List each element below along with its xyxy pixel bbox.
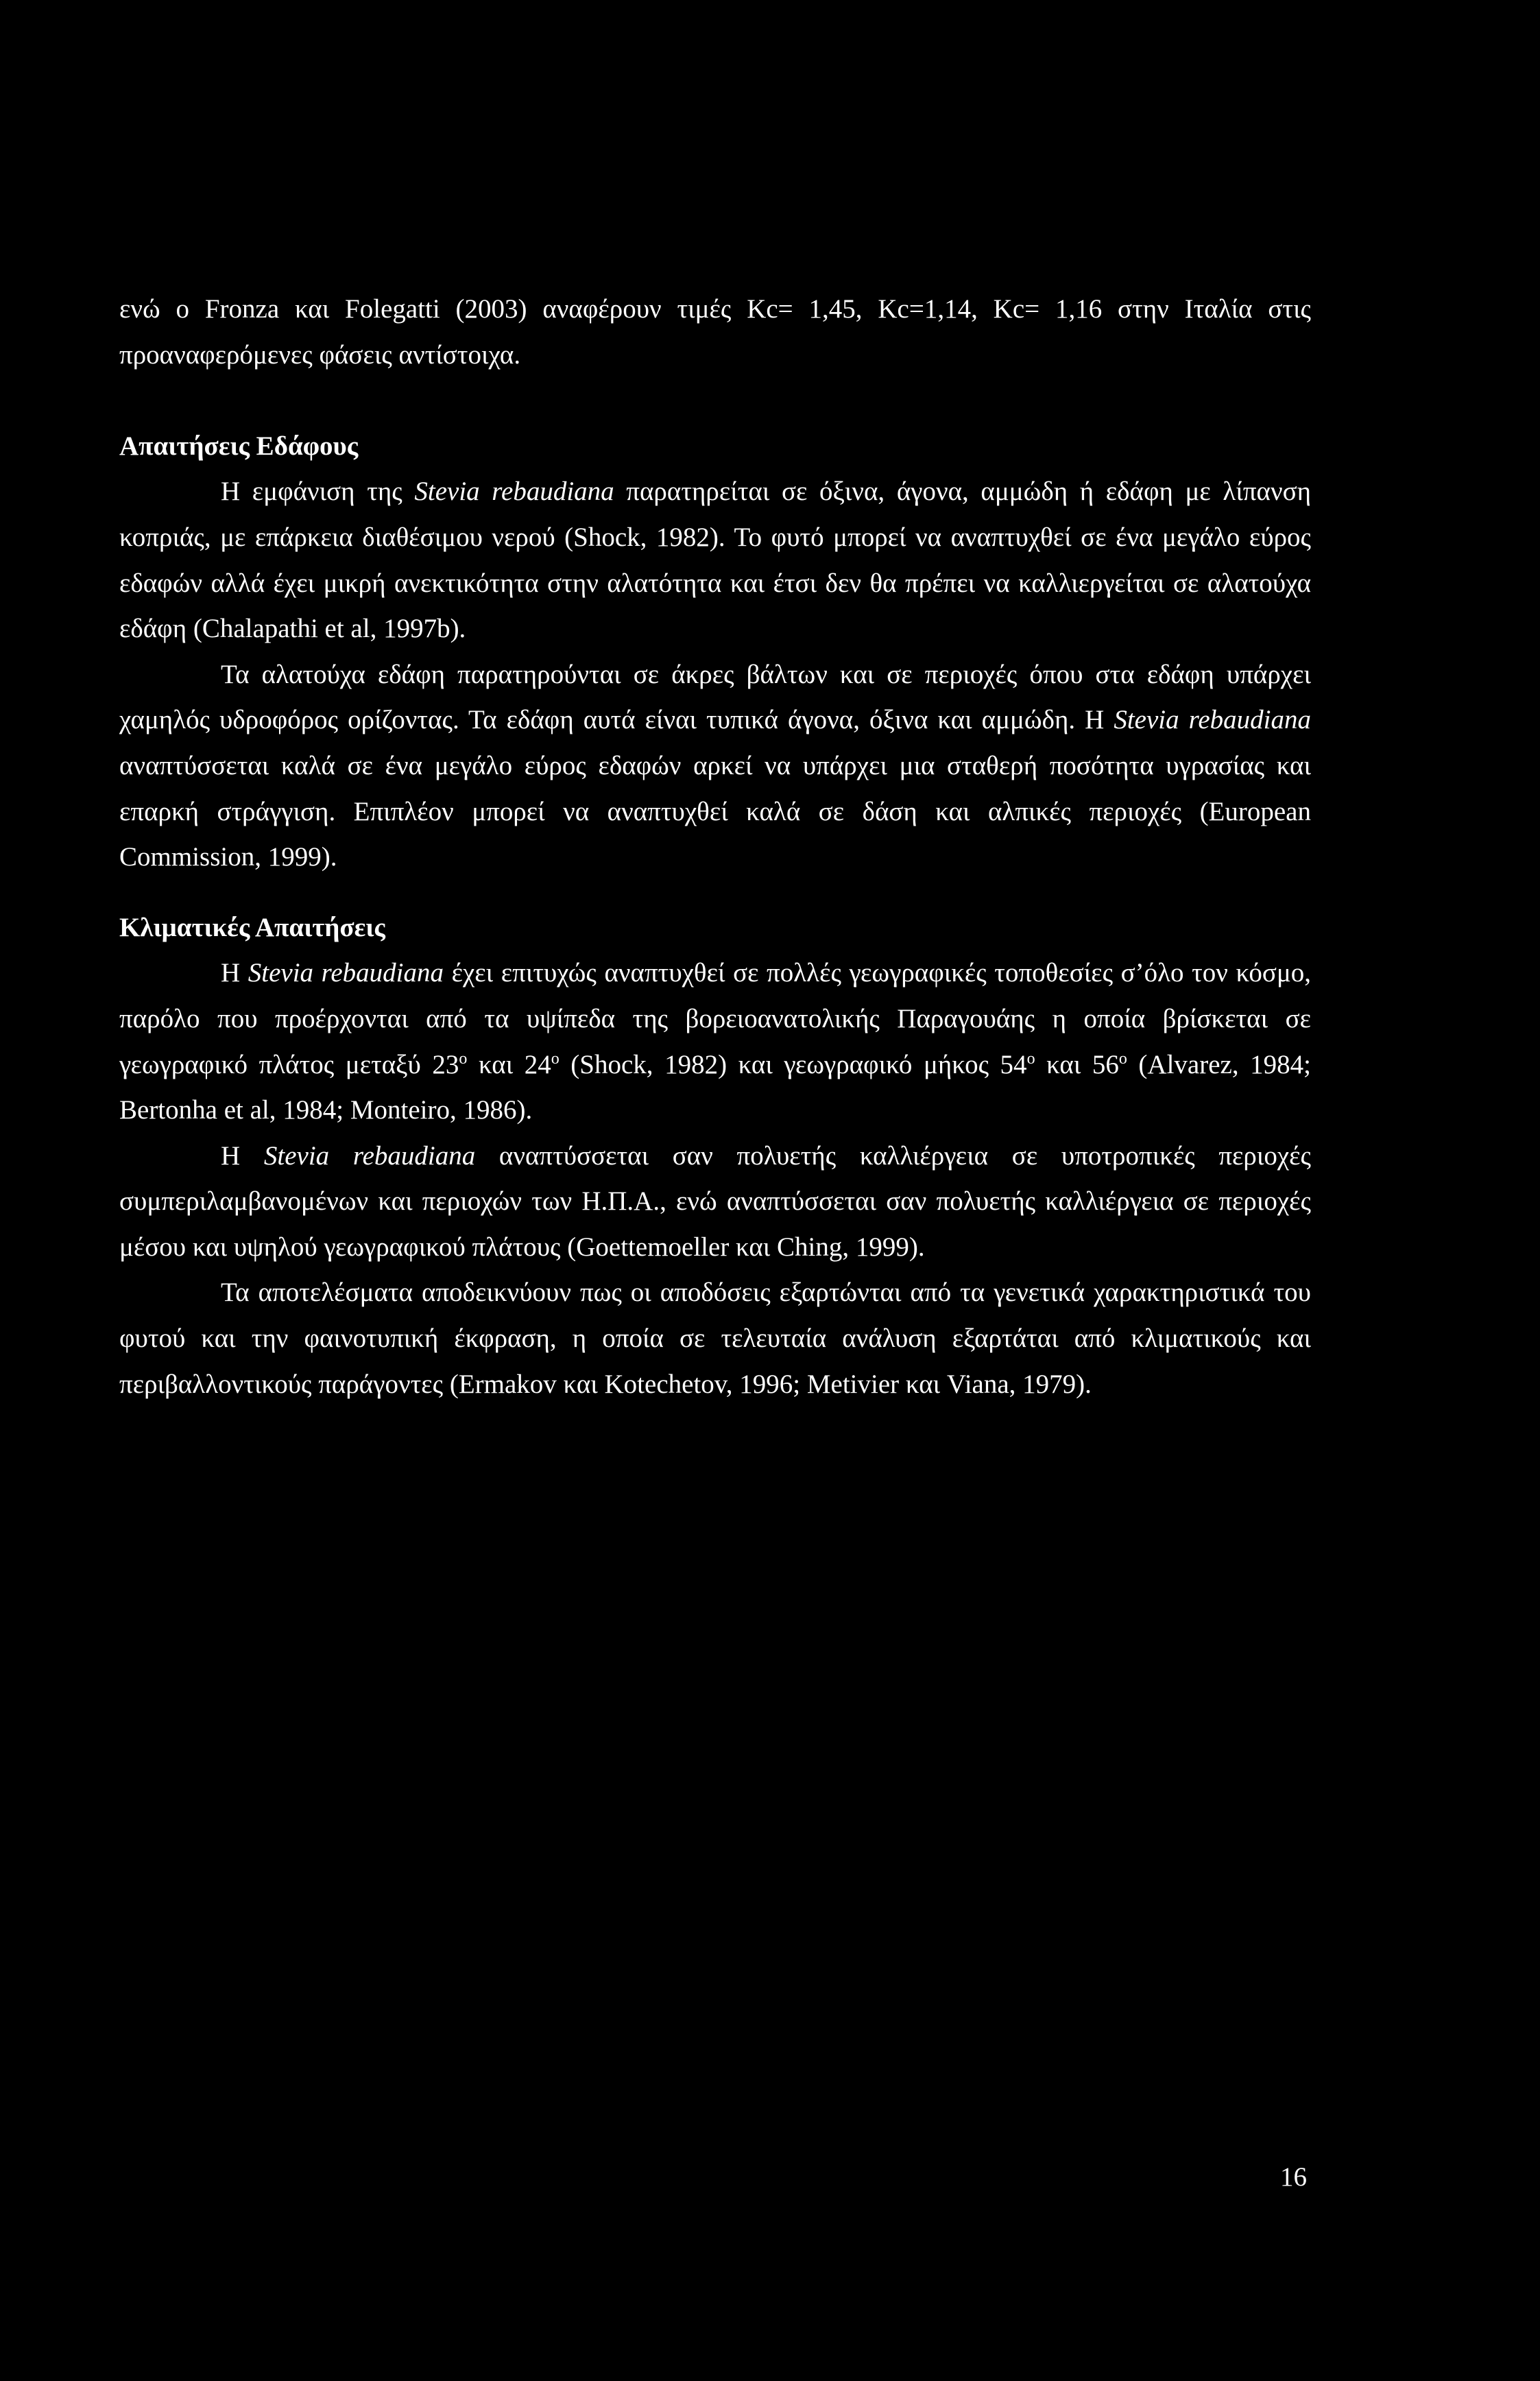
text-run: Η — [221, 958, 248, 988]
text-run: Τα αλατούχα εδάφη παρατηρούνται σε άκρες βάλτων και σε περιοχές όπου στα εδάφη υπάρχει χαμηλός υδροφόρος ορίζοντας. Τα εδάφη αυτά είναι τυπικά άγονα, όξινα και αμμώδη. Η — [119, 659, 1311, 735]
body-text — [119, 287, 1311, 1407]
climate-paragraph-2 — [119, 1134, 1311, 1271]
species-name: Stevia rebaudiana — [248, 958, 444, 988]
text-run: και 24 — [467, 1049, 551, 1079]
soil-paragraph-1 — [119, 469, 1311, 651]
text-run: Η εμφάνιση της — [221, 477, 415, 507]
spacer — [119, 881, 1311, 905]
text-run: (Alvarez, 1984; Bertonha et al, 1984; Monteiro, 1986). — [119, 1049, 1311, 1125]
text-run: αναπτύσσεται σαν πολυετής καλλιέργεια σε υποτροπικές περιοχές συμπεριλαμβανομένων και περιοχών των Η.Π.Α., ενώ αναπτύσσεται σαν πολυετής καλλιέργεια σε περιοχές μέσου και υψηλού γεωγραφικού πλάτους (Goettemoeller και Ching, 1999). — [119, 1140, 1312, 1262]
spacer — [119, 378, 1311, 424]
species-name: Stevia rebaudiana — [1114, 705, 1311, 735]
climate-paragraph-1 — [119, 950, 1311, 1133]
text-run: αναπτύσσεται καλά σε ένα μεγάλο εύρος εδαφών αρκεί να υπάρχει μια σταθερή ποσότητα υγρασίας και επαρκή στράγγιση. Επιπλέον μπορεί να αναπτυχθεί καλά σε δάση και αλπικές περιοχές (European Commission, 1999). — [119, 750, 1311, 872]
species-name: Stevia rebaudiana — [263, 1140, 476, 1171]
climate-paragraph-3: Τα αποτελέσματα αποδεικνύουν πως οι αποδόσεις εξαρτώνται από τα γενετικά χαρακτηριστικά του φυτού και την φαινοτυπική έκφραση, η οποία σε τελευταία ανάλυση εξαρτάται από κλιματικούς και περιβαλλοντικούς παράγοντες (Ermakov και Kotechetov, 1996; Metivier και Viana, 1979). — [119, 1278, 1311, 1399]
text-run: παρατηρείται σε όξινα, άγονα, αμμώδη ή εδάφη με λίπανση κοπριάς, με επάρκεια διαθέσιμου νερού (Shock, 1982). Το φυτό μπορεί να αναπτυχθεί σε ένα μεγάλο εύρος εδαφών αλλά έχει μικρή ανεκτικότητα στην αλατότητα και έτσι δεν θα πρέπει να καλλιεργείται σε αλατούχα εδάφη (Chalapathi et al, 1997b). — [119, 477, 1312, 644]
species-name: Stevia rebaudiana — [414, 477, 614, 507]
section-heading-climate: Κλιματικές Απαιτήσεις — [119, 912, 385, 942]
page-number: 16 — [1280, 2162, 1307, 2192]
degree-mark: ο — [459, 1049, 468, 1068]
text-run: (Shock, 1982) και γεωγραφικό μήκος 54 — [559, 1049, 1027, 1079]
degree-mark: ο — [551, 1049, 560, 1068]
intro-paragraph: ενώ ο Fronza και Folegatti (2003) αναφέρουν τιμές Kc= 1,45, Kc=1,14, Kc= 1,16 στην Ιταλία στις προαναφερόμενες φάσεις αντίστοιχα. — [119, 294, 1311, 370]
text-run: και 56 — [1035, 1049, 1119, 1079]
degree-mark: ο — [1118, 1049, 1127, 1068]
text-run: Η — [221, 1140, 264, 1171]
section-heading-soil: Απαιτήσεις Εδάφους — [119, 431, 359, 461]
degree-mark: ο — [1026, 1049, 1035, 1068]
text-run: έχει επιτυχώς αναπτυχθεί σε πολλές γεωγραφικές τοποθεσίες σ’όλο τον κόσμο, παρόλο που προέρχονται από τα υψίπεδα της βορειοανατολικής Παραγουάης η οποία βρίσκεται σε γεωγραφικό πλάτος μεταξύ 23 — [119, 958, 1312, 1079]
soil-paragraph-2 — [119, 652, 1311, 881]
